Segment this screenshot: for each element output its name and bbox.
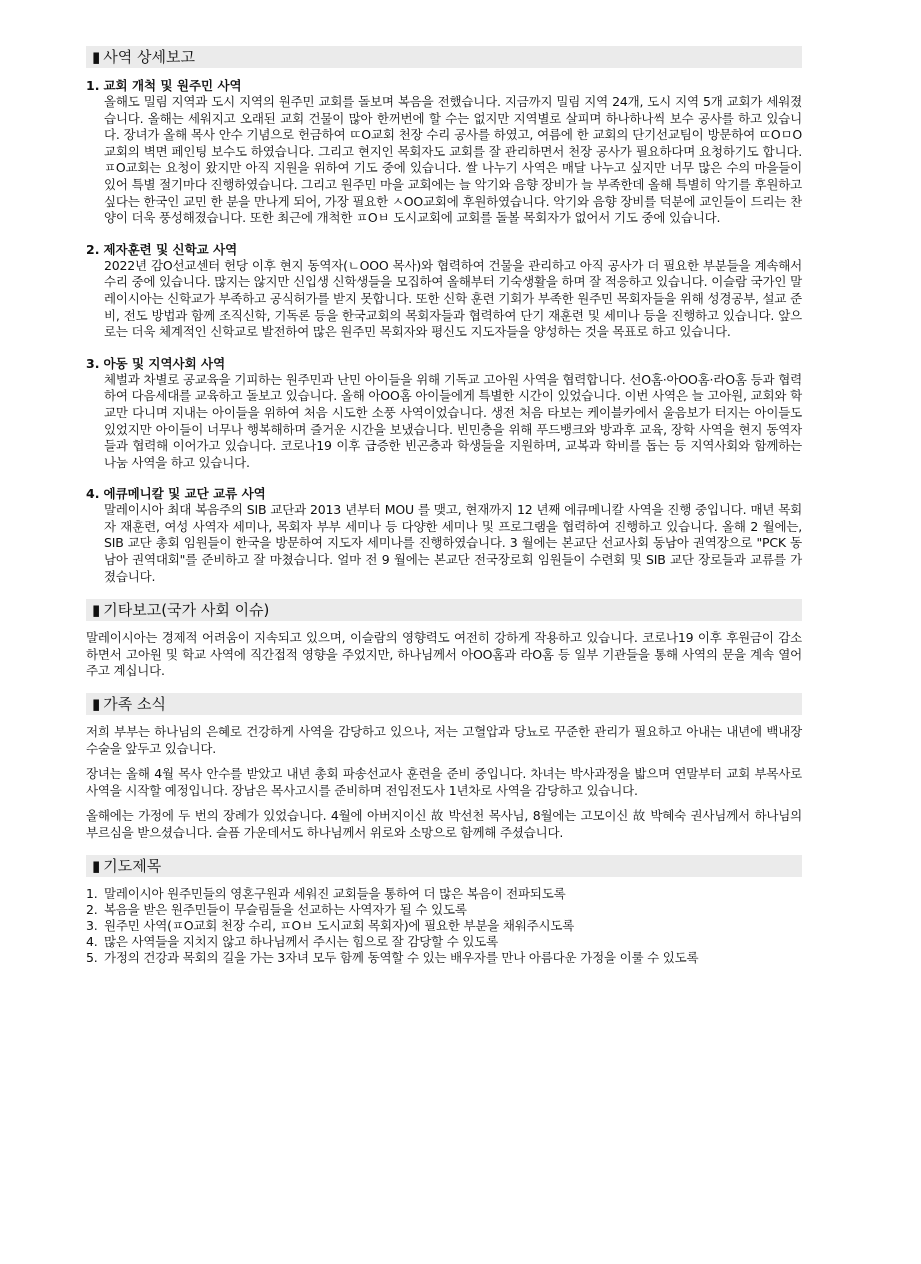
item-title: 제자훈련 및 신학교 사역 [103, 241, 238, 257]
section-header-family [86, 693, 802, 715]
section-header-ministry [86, 46, 802, 68]
section-header-other [86, 599, 802, 621]
prayer-list [86, 886, 802, 967]
item-body: 2022년 감O선교센터 헌당 이후 현지 동역자(ㄴOOO 목사)와 협력하여 건물을 관리하고 아직 공사가 더 필요한 부분들을 계속해서 수리 중에 있습니다. 많지는 않지만 신입생 신학생들을 모집하여 올해부터 기숙생활을 하며 잘 적응하고 있습니다. 이슬람 국가인 말레이시아는 신학교가 부족하고 공식허가를 받지 못합니다. 또한 신학 훈련 기회가 부족한 원주민 목회자들을 위해 성경공부, 설교 준비, 전도 방법과 함께 조직신학, 기독론 등을 한국교회의 목회자들과 협력하여 단기 재훈련 및 세미나 등을 진행하고 있습니다. 앞으로는 더욱 체계적인 신학교로 발전하여 많은 원주민 목회자와 평신도 지도자들을 양성하는 것을 목표로 하고 있습니다. [104, 257, 802, 340]
family-paragraph: 저희 부부는 하나님의 은혜로 건강하게 사역을 감당하고 있으나, 저는 고혈압과 당뇨로 꾸준한 관리가 필요하고 아내는 내년에 백내장 수술을 앞두고 있습니다. [86, 724, 802, 756]
item-body: 말레이시아 최대 복음주의 SIB 교단과 2013 년부터 MOU 를 맺고, 현재까지 12 년째 에큐메니칼 사역을 진행 중입니다. 매년 목회자 재훈련, 여성 사역자 세미나, 목회자 부부 세미나 등 다양한 세미나 및 프로그램을 협력하여 진행하고 있습니다. 올해 2 월에는, SIB 교단 총회 임원들이 한국을 방문하여 지도자 세미나를 진행하였습니다. 3 월에는 본교단 선교사회 동남아 권역장으로 "PCK 동남아 권역대회"를 준비하고 잘 마쳤습니다. 얼마 전 9 월에는 본교단 전국장로회 임원들이 수련회 및 SIB 교단 장로들과 교류를 가졌습니다. [104, 502, 802, 584]
prayer-text: 복음을 받은 원주민들이 무슬림들을 선교하는 사역자가 될 수 있도록 [104, 901, 467, 917]
prayer-number: 1. [86, 885, 98, 901]
item-number: 1. [86, 78, 100, 93]
header-mark-icon: ▮ [92, 601, 101, 620]
header-mark-icon: ▮ [92, 856, 101, 875]
item-number: 3. [86, 355, 100, 371]
prayer-item [86, 886, 802, 902]
item-title: 에큐메니칼 및 교단 교류 사역 [103, 486, 266, 502]
prayer-number: 5. [86, 950, 98, 966]
prayer-item [86, 934, 802, 950]
item-title: 아동 및 지역사회 사역 [103, 355, 226, 371]
section-title: 가족 소식 [103, 695, 166, 714]
prayer-item [86, 902, 802, 918]
section-title: 기도제목 [103, 856, 162, 875]
item-body: 올해도 밀림 지역과 도시 지역의 원주민 교회를 돌보며 복음을 전했습니다. 지금까지 밀림 지역 24개, 도시 지역 5개 교회가 세워졌습니다. 올해는 세워지고 오래된 교회 건물이 많아 한꺼번에 할 수는 없지만 지역별로 살피며 하나하나씩 보수 공사를 하고 있습니다. 장녀가 올해 목사 안수 기념으로 헌금하여 ㄸO교회 천장 수리 공사를 하였고, 여름에 한 교회의 단기선교팀이 방문하여 ㄸOㅁO교회의 벽면 페인팅 보수도 하였습니다. 그리고 현지인 목회자도 교회를 잘 관리하면서 천장 공사가 필요하다며 요청하기도 합니다. ㅍO교회는 요청이 왔지만 아직 지원을 위하여 기도 중에 있습니다. 쌀 나누기 사역은 매달 나누고 싶지만 너무 많은 수의 마을들이 있어 특별 절기마다 진행하였습니다. 그리고 원주민 마을 교회에는 늘 악기와 음향 장비가 늘 부족한데 올해 특별히 악기를 후원하고 싶다는 한국인 교민 한 분을 만나게 되어, 가장 필요한 ㅅOO교회에 후원하였습니다. 악기와 음향 장비를 덕분에 교인들이 드리는 찬양이 더욱 풍성해졌습니다. 또한 최근에 개척한 ㅍOㅂ 도시교회에 교회를 돌볼 목회자가 없어서 기도 중에 있습니다. [104, 94, 802, 226]
family-paragraph: 올해에는 가정에 두 번의 장례가 있었습니다. 4월에 아버지이신 故 박선천 목사님, 8월에는 고모이신 故 박혜숙 권사님께서 하나님의 부르심을 받으셨습니다. 슬픔 가운데서도 하나님께서 위로와 소망으로 함께해 주셨습니다. [86, 808, 802, 840]
item-number: 2. [86, 241, 100, 257]
ministry-item [86, 355, 802, 472]
item-body: 체벌과 차별로 공교육을 기피하는 원주민과 난민 아이들을 위해 기독교 고아원 사역을 협력합니다. 선O홈·아OO홈·라O홈 등과 협력하여 다음세대를 교육하고 돌보고 있습니다. 올해 아OO홈 아이들에게 특별한 시간이 있었습니다. 이번 사역은 늘 고아원, 교회와 학교만 다니며 지내는 아이들을 위하여 처음 시도한 소풍 사역이었습니다. 생전 처음 타보는 케이블카에서 울음보가 터지는 아이들도 있었지만 아이들이 너무나 행복해하며 즐거운 시간을 보냈습니다. 빈민층을 위해 푸드뱅크와 방과후 교육, 장학 사역을 현지 동역자들과 협력해 이어가고 있습니다. 코로나19 이후 급증한 빈곤층과 학생들을 지원하며, 교복과 학비를 돕는 등 지역사회와 함께하는 나눔 사역을 하고 있습니다. [104, 371, 802, 470]
prayer-item [86, 918, 802, 934]
prayer-number: 2. [86, 901, 98, 917]
prayer-item [86, 950, 802, 966]
item-title: 교회 개척 및 원주민 사역 [103, 78, 242, 93]
report-page [86, 46, 802, 967]
ministry-item [86, 241, 802, 341]
item-number: 4. [86, 486, 100, 502]
prayer-text: 가정의 건강과 목회의 길을 가는 3자녀 모두 함께 동역할 수 있는 배우자를 만나 아름다운 가정을 이룰 수 있도록 [104, 950, 699, 966]
section-header-prayer [86, 855, 802, 877]
section-title: 사역 상세보고 [103, 48, 195, 66]
ministry-item [86, 485, 802, 585]
ministry-item [86, 77, 802, 227]
prayer-text: 많은 사역들을 지치지 않고 하나님께서 주시는 힘으로 잘 감당할 수 있도록 [104, 934, 498, 950]
section-title: 기타보고(국가 사회 이슈) [103, 601, 270, 620]
prayer-text: 원주민 사역(ㅍO교회 천장 수리, ㅍOㅂ 도시교회 목회자)에 필요한 부분을 채워주시도록 [104, 918, 575, 933]
prayer-number: 3. [86, 918, 98, 933]
header-mark-icon: ▮ [92, 695, 101, 714]
prayer-number: 4. [86, 934, 98, 950]
family-paragraph: 장녀는 올해 4월 목사 안수를 받았고 내년 총회 파송선교사 훈련을 준비 중입니다. 차녀는 박사과정을 밟으며 연말부터 교회 부목사로 사역을 시작할 예정입니다. 장남은 목사고시를 준비하며 전임전도사 1년차로 사역을 감당하고 있습니다. [86, 766, 802, 798]
other-paragraph: 말레이시아는 경제적 어려움이 지속되고 있으며, 이슬람의 영향력도 여전히 강하게 작용하고 있습니다. 코로나19 이후 후원금이 감소하면서 고아원 및 학교 사역에 직간접적 영향을 주었지만, 하나님께서 아OO홈과 라O홈 등 일부 기관들을 통해 사역의 문을 계속 열어주고 계십니다. [86, 630, 802, 679]
header-mark-icon: ▮ [92, 48, 101, 66]
prayer-text: 말레이시아 원주민들의 영혼구원과 세워진 교회들을 통하여 더 많은 복음이 전파되도록 [104, 885, 566, 901]
